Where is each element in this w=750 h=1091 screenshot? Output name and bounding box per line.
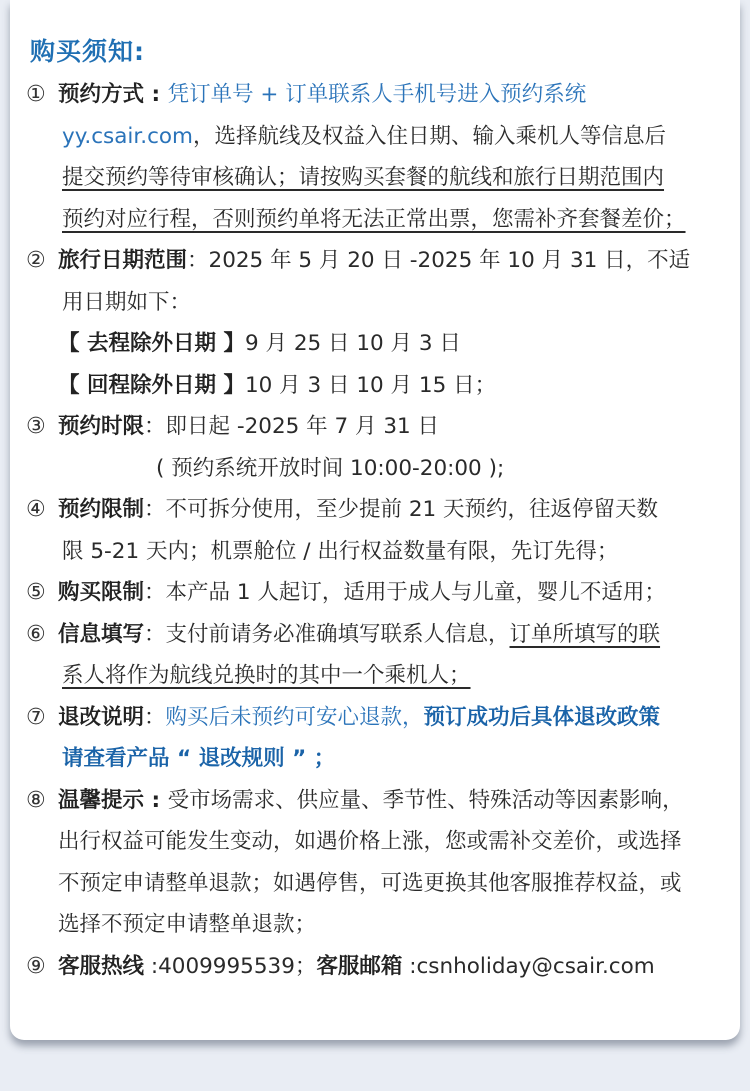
item-label: 购买限制 — [58, 580, 145, 605]
booking-site-link[interactable]: yy.csair.com — [62, 123, 194, 149]
service-email[interactable]: :csnholiday@csair.com — [402, 953, 655, 979]
item-number: ④ — [26, 497, 46, 522]
notice-card — [10, 0, 740, 1040]
outbound-excluded-label: 【 去程除外日期 】 — [58, 331, 245, 356]
tips-text: 受市场需求、供应量、季节性、特殊活动等因素影响， — [167, 787, 684, 813]
email-label: 客服邮箱 — [316, 953, 403, 979]
item-number: ② — [26, 248, 46, 273]
list-item — [26, 489, 740, 572]
purchase-limit-text: ：本产品 1 人起订，适用于成人与儿童，婴儿不适用； — [144, 580, 666, 605]
tips-text: 出行权益可能发生变动，如遇价格上涨，您或需补交差价，或选择 — [58, 829, 682, 854]
outbound-excluded-dates: 9 月 25 日 10 月 3 日 — [244, 331, 461, 356]
item-number: ⑦ — [26, 704, 46, 730]
hotline-label: 客服热线 — [58, 953, 145, 979]
list-item — [26, 74, 740, 240]
separator: ： — [144, 704, 166, 730]
item-label: 预约方式 : — [58, 82, 168, 107]
booking-method-text: 凭订单号 + 订单联系人手机号进入预约系统 — [167, 82, 587, 107]
item-number: ① — [26, 82, 46, 107]
info-fill-note: 系人将作为航线兑换时的其中一个乘机人； — [62, 663, 471, 688]
refund-text: 购买后未预约可安心退款， — [165, 704, 424, 730]
list-item — [26, 614, 740, 697]
hotline-number[interactable]: :4009995539； — [144, 953, 317, 979]
travel-date-note: 用日期如下： — [62, 289, 192, 315]
refund-policy-text: 预订成功后具体退改政策 — [423, 704, 661, 730]
notice-list — [26, 74, 740, 987]
booking-limit-text: 限 5-21 天内；机票舱位 / 出行权益数量有限，先订先得； — [62, 538, 619, 564]
info-fill-note: 订单所填写的联 — [509, 621, 661, 647]
item-number: ⑨ — [26, 953, 46, 979]
return-excluded-label: 【 回程除外日期 】 — [58, 372, 245, 398]
travel-date-range: ：2025 年 5 月 20 日 -2025 年 10 月 31 日，不适 — [187, 248, 691, 273]
item-label: 退改说明 — [58, 704, 145, 730]
booking-deadline: ：即日起 -2025 年 7 月 31 日 — [144, 414, 440, 439]
list-item — [26, 572, 740, 614]
list-item — [26, 240, 740, 406]
booking-limit-text: ：不可拆分使用，至少提前 21 天预约，往返停留天数 — [144, 497, 659, 522]
refund-rules-link[interactable]: 请查看产品 “ 退改规则 ” ； — [62, 746, 336, 771]
item-number: ⑧ — [26, 787, 46, 813]
info-fill-text: ：支付前请务必准确填写联系人信息， — [144, 621, 510, 647]
tips-text: 选择不预定申请整单退款； — [58, 912, 317, 937]
list-item — [26, 406, 740, 489]
item-label: 温馨提示 : — [58, 787, 168, 813]
list-item — [26, 780, 740, 946]
item-label: 预约时限 — [58, 414, 145, 439]
item-label: 旅行日期范围 — [58, 248, 188, 273]
return-excluded-dates: 10 月 3 日 10 月 15 日； — [244, 372, 497, 398]
booking-instructions: ，选择航线及权益入住日期、输入乘机人等信息后 — [193, 123, 667, 149]
list-item — [26, 946, 740, 988]
booking-hours: ( 预约系统开放时间 10:00-20:00 ); — [156, 455, 505, 481]
booking-note-line: 预约对应行程，否则预约单将无法正常出票，您需补齐套餐差价； — [62, 206, 686, 232]
tips-text: 不预定申请整单退款；如遇停售，可选更换其他客服推荐权益，或 — [58, 870, 682, 896]
item-label: 信息填写 — [58, 621, 145, 647]
item-label: 预约限制 — [58, 497, 145, 522]
list-item — [26, 697, 740, 780]
item-number: ⑥ — [26, 621, 46, 647]
item-number: ③ — [26, 414, 46, 439]
item-number: ⑤ — [26, 580, 46, 605]
booking-note-line: 提交预约等待审核确认；请按购买套餐的航线和旅行日期范围内 — [62, 165, 665, 190]
notice-heading: 购买须知: — [30, 37, 145, 66]
